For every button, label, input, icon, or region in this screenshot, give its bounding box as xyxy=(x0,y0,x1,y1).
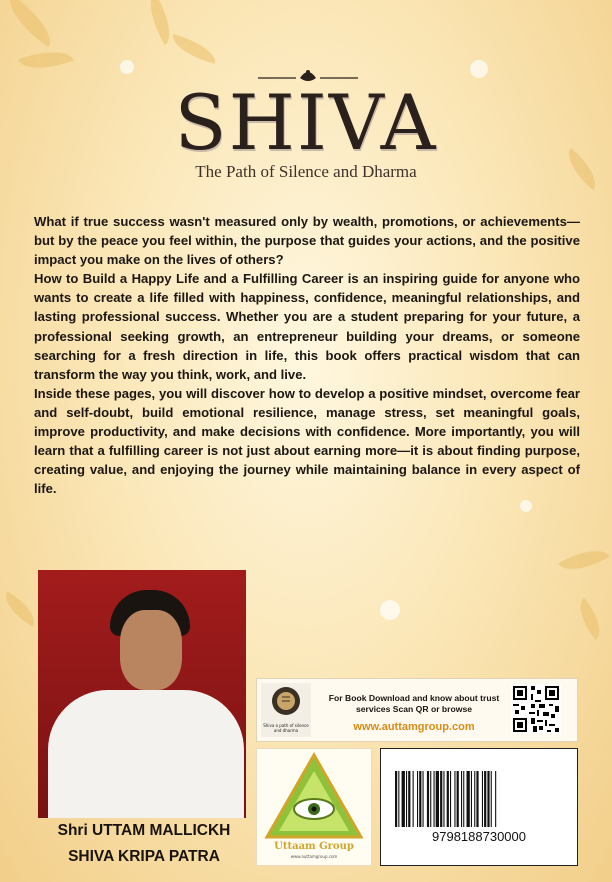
qr-info-panel xyxy=(256,678,578,742)
book-subtitle: The Path of Silence and Dharma xyxy=(195,162,417,181)
author-title: SHIVA KRIPA PATRA xyxy=(68,848,220,865)
sparkle-decoration xyxy=(120,60,134,74)
sparkle-decoration xyxy=(520,500,532,512)
website-link[interactable]: www.auttamgroup.com xyxy=(353,721,475,733)
leaf-decoration xyxy=(0,0,61,47)
barcode-icon xyxy=(381,749,577,829)
blurb-paragraph: Inside these pages, you will discover how to develop a positive mindset, overcome fear and self-doubt, build emotional resilience, manage stress, set meaningful goals, improve productivity, and make decisions with confidence. More importantly, you will learn that a fulfilling career is not just about earning more—it is about finding purpose, creating value, and enjoying the journey while maintaining balance in every aspect of life. xyxy=(34,385,580,497)
qr-instruction-text: For Book Download and know about trust services Scan QR or browse xyxy=(328,693,500,714)
leaf-decoration xyxy=(558,539,610,580)
shiva-thumbnail-icon xyxy=(261,683,311,721)
leaf-decoration xyxy=(18,42,74,79)
leaf-decoration xyxy=(168,34,219,64)
isbn-number: 9798188730000 xyxy=(432,829,526,844)
qr-code-icon[interactable] xyxy=(511,684,561,734)
leaf-decoration xyxy=(570,598,610,640)
leaf-decoration xyxy=(0,591,42,627)
book-title: SHIVA xyxy=(174,78,438,167)
eye-triangle-logo-icon xyxy=(257,749,371,841)
publisher-logo xyxy=(256,748,372,866)
sparkle-decoration xyxy=(470,60,488,78)
author-photo xyxy=(38,570,246,818)
book-thumbnail xyxy=(261,683,311,737)
blurb-paragraph: What if true success wasn't measured only by wealth, promotions, or achievements—but by the peace you feel within, the purpose that guides your actions, and the positive impact you make on the lives of others? xyxy=(34,214,580,268)
publisher-url: www.auttamgroup.com xyxy=(290,854,338,859)
publisher-name: Uttaam Group xyxy=(274,841,354,852)
thumbnail-caption: Shiva a path of silence and dharma xyxy=(263,723,309,733)
back-cover-blurb xyxy=(34,212,580,498)
sparkle-decoration xyxy=(380,600,400,620)
isbn-barcode xyxy=(380,748,578,866)
blurb-paragraph: How to Build a Happy Life and a Fulfilling Career is an inspiring guide for anyone who wants to create a life filled with happiness, confidence, meaningful relationships, and lasting professional success. Whether you are a student preparing for your future, a professional seeking growth, an entrepreneur building your dreams, or someone searching for a fresh direction in life, this book offers practical wisdom that can transform the way you think, work, and live. xyxy=(34,271,580,382)
author-name: Shri UTTAM MALLICKH xyxy=(57,822,231,839)
